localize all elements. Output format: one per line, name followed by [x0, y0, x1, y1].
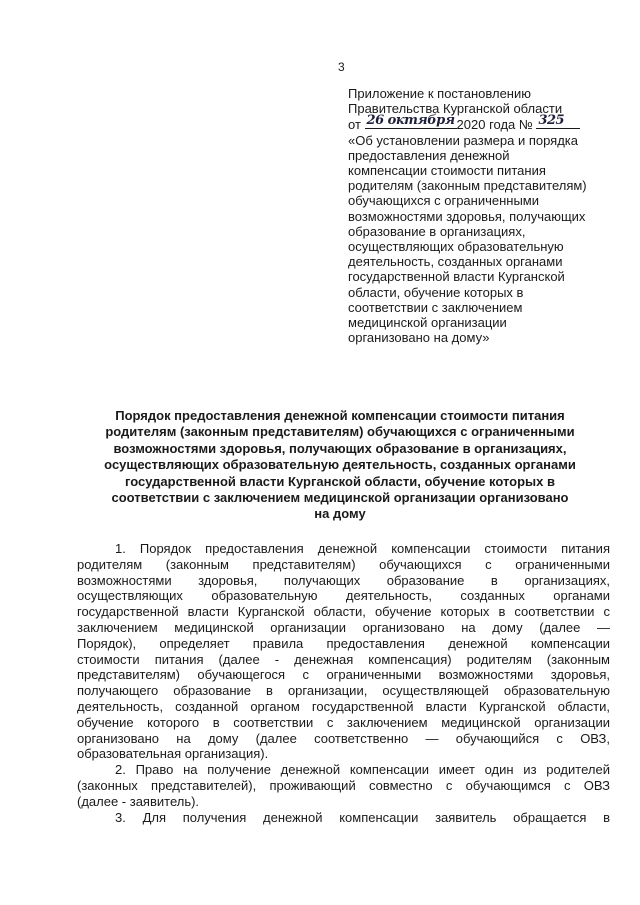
paragraph-2 [77, 762, 610, 809]
handwritten-number [536, 113, 580, 129]
title-line: осуществляющих образовательную деятельность, созданных органами [104, 457, 576, 473]
body-line: осуществляющих образовательную деятельность, созданных органами [77, 588, 611, 604]
body-line: 1. Порядок предоставления денежной компенсации стоимости питания [115, 541, 610, 556]
appendix-line: соответствии с заключением [348, 299, 523, 315]
body-line: организовано на дому (далее соответственно — обучающийся с ОВЗ, [77, 730, 611, 746]
body-line: обучение которого в соответствии с заключением медицинской организации [77, 714, 610, 730]
body-line: представителям) обучающегося с ограниченными возможностями здоровья, [77, 667, 610, 683]
handwritten-date-text: 26 октября [366, 113, 455, 129]
body-line: заключением медицинской организации организовано на дому (далее — [77, 619, 610, 635]
appendix-line: осуществляющих образовательную [348, 239, 564, 255]
title-line: соответствии с заключением медицинской организации организовано [111, 490, 569, 506]
body-line: получающего образование в организации, осуществляющей образовательную [77, 683, 610, 699]
body-line: стоимости питания (далее - денежная компенсация) родителям (законным [77, 651, 610, 667]
date-prefix: от [348, 117, 361, 133]
appendix-line: родителям (законным представителям) [348, 178, 587, 194]
body-line: родителям (законным представителям) обучающихся с ограниченными [77, 556, 610, 572]
appendix-line: организовано на дому» [348, 330, 490, 346]
title-line: возможностями здоровья, получающих образование в организациях, [113, 440, 567, 456]
appendix-date-line [348, 113, 618, 133]
title-line: государственной власти Курганской области, обучение которых в [125, 473, 555, 489]
body-line: 2. Право на получение денежной компенсации имеет один из родителей [115, 762, 610, 778]
appendix-line: обучающихся с ограниченными [348, 193, 539, 209]
body-line: образовательная организация). [77, 746, 269, 762]
appendix-line: Правительства Курганской области [348, 101, 563, 117]
appendix-line: компенсации стоимости питания [348, 163, 546, 179]
body-line: государственной власти Курганской области, обучение которых в соответствии с [77, 604, 610, 620]
paragraph-1 [77, 541, 610, 762]
body-line: деятельность, созданной органом государственной власти Курганской области, [77, 698, 610, 714]
paragraph-3 [77, 810, 610, 826]
body-line: 3. Для получения денежной компенсации заявитель обращается в [115, 809, 611, 825]
body-line: Порядок), определяет правила предоставления денежной компенсации [77, 635, 611, 651]
appendix-line: Приложение к постановлению [348, 86, 531, 101]
appendix-line: государственной власти Курганской [348, 269, 565, 285]
appendix-line: медицинской организации [348, 315, 507, 331]
appendix-line: области, обучение которых в [348, 284, 524, 300]
title-line: родителям (законным представителям) обучающихся с ограниченными [105, 424, 575, 440]
title-line: Порядок предоставления денежной компенсации стоимости питания [115, 408, 565, 423]
appendix-line: «Об установлении размера и порядка [348, 132, 579, 148]
body-line: (законных представителей), проживающий совместно с обучающимся с ОВЗ [77, 777, 610, 793]
date-year-text: 2020 года № [456, 117, 533, 133]
appendix-line: деятельность, созданных органами [348, 254, 563, 270]
title-line: на дому [314, 506, 366, 522]
handwritten-date [365, 113, 457, 129]
page-number: 3 [338, 60, 345, 74]
body-line: возможностями здоровья, получающих образование в организациях, [77, 572, 610, 588]
appendix-header [348, 86, 618, 345]
document-title [70, 408, 610, 523]
document-body [77, 541, 610, 825]
body-line: (далее - заявитель). [77, 793, 200, 809]
appendix-line: возможностями здоровья, получающих [348, 208, 586, 224]
handwritten-number-text: 325 [538, 113, 565, 129]
appendix-line: предоставления денежной [348, 147, 510, 163]
appendix-line: образование в организациях, [348, 223, 526, 239]
